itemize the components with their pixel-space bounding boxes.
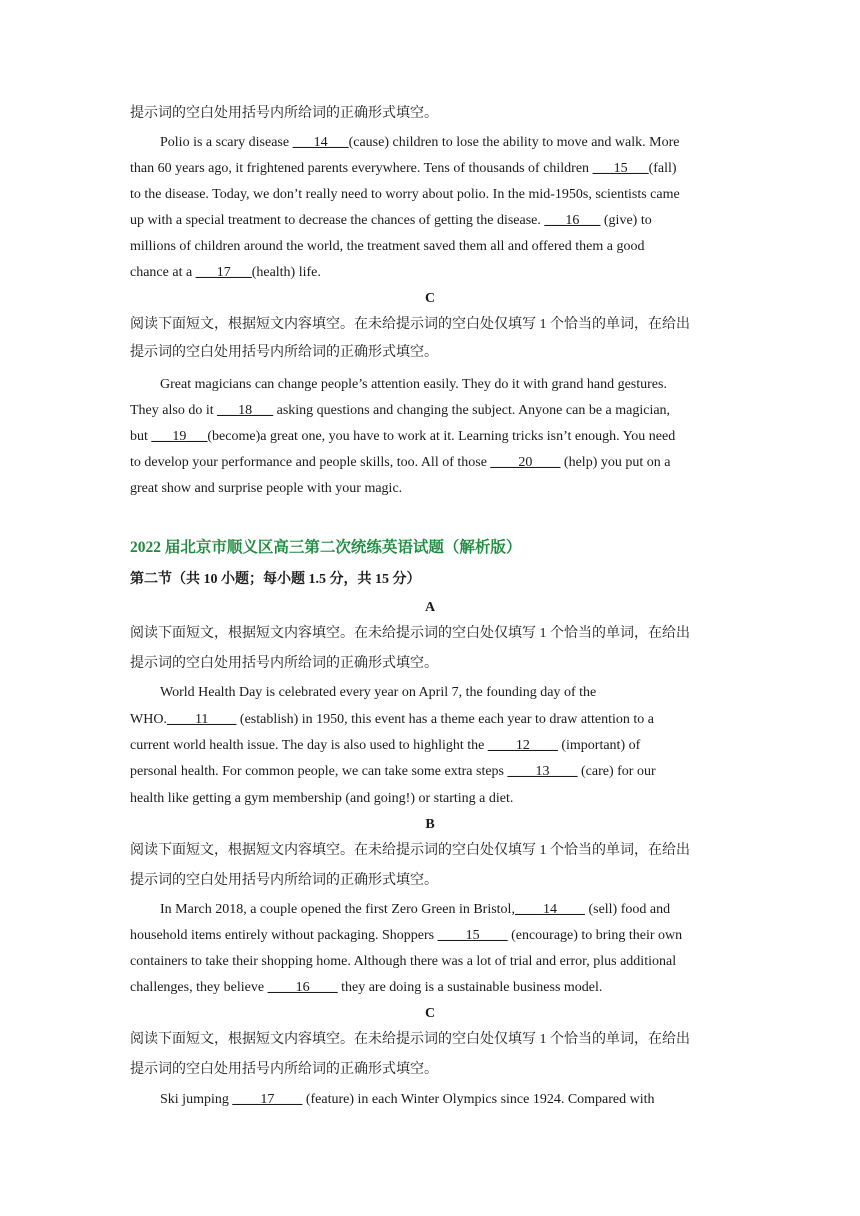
blank-13: ____13____ xyxy=(507,764,578,779)
blank-14: ___14___ xyxy=(292,135,349,150)
paragraph-line: millions of children around the world, the treatment saved them all and offered them a good xyxy=(130,239,645,254)
paragraph-line: Great magicians can change people’s attention easily. They do it with grand hand gestures. xyxy=(160,377,667,392)
blank-17b: ____17____ xyxy=(232,1092,303,1107)
instruction-text: 提示词的空白处用括号内所给词的正确形式填空。 xyxy=(130,106,438,121)
blank-19: ___19___ xyxy=(151,429,208,444)
blank-17: ___17___ xyxy=(195,265,252,280)
paragraph-line: to develop your performance and people skills, too. All of those ____20____ (help) you put on a xyxy=(130,455,671,470)
paragraph-line: containers to take their shopping home. Although there was a lot of trial and error, plus additional xyxy=(130,954,677,969)
paragraph-line: chance at a ___17___(health) life. xyxy=(130,265,321,280)
instruction-text: 阅读下面短文，根据短文内容填空。在未给提示词的空白处仅填写 1 个恰当的单词，在给出 xyxy=(130,1032,690,1047)
paragraph-line: Ski jumping ____17____ (feature) in each Winter Olympics since 1924. Compared with xyxy=(160,1092,655,1107)
paragraph-line: They also do it ___18___ asking questions and changing the subject. Anyone can be a magician, xyxy=(130,403,671,418)
instruction-text: 提示词的空白处用括号内所给词的正确形式填空。 xyxy=(130,873,438,888)
blank-14b: ____14____ xyxy=(514,902,585,917)
paragraph-line: than 60 years ago, it frightened parents everywhere. Tens of thousands of children ___15___(fall) xyxy=(130,161,677,176)
blank-15: ___15___ xyxy=(592,161,649,176)
section-heading: B xyxy=(425,817,435,832)
blank-11: ____11____ xyxy=(166,712,237,727)
paragraph-line: household items entirely without packaging. Shoppers ____15____ (encourage) to bring their own xyxy=(130,928,683,943)
instruction-text: 阅读下面短文，根据短文内容填空。在未给提示词的空白处仅填写 1 个恰当的单词，在给出 xyxy=(130,843,690,858)
instruction-text: 提示词的空白处用括号内所给词的正确形式填空。 xyxy=(130,1062,438,1077)
paragraph-line: but ___19___(become)a great one, you have to work at it. Learning tricks isn’t enough. You need xyxy=(130,429,676,444)
paragraph-line: great show and surprise people with your magic. xyxy=(130,481,403,496)
section-heading: C xyxy=(424,291,436,306)
blank-16: ___16___ xyxy=(544,213,601,228)
section-heading: A xyxy=(424,600,436,615)
paragraph-line: current world health issue. The day is also used to highlight the ____12____ (important) of xyxy=(130,738,641,753)
section-subtitle: 第二节（共 10 小题；每小题 1.5 分，共 15 分） xyxy=(130,572,421,587)
paragraph-line: to the disease. Today, we don’t really need to worry about polio. In the mid-1950s, scientists came xyxy=(130,187,680,202)
paragraph-line: WHO.____11____ (establish) in 1950, this event has a theme each year to draw attention to a xyxy=(130,712,654,727)
paragraph-line: World Health Day is celebrated every year on April 7, the founding day of the xyxy=(160,685,597,700)
section-heading: C xyxy=(424,1006,436,1021)
paragraph-line: challenges, they believe ____16____ they are doing is a sustainable business model. xyxy=(130,980,603,995)
blank-16b: ____16____ xyxy=(267,980,338,995)
paragraph-line: Polio is a scary disease ___14___(cause) children to lose the ability to move and walk. More xyxy=(160,135,680,150)
blank-20: ____20____ xyxy=(490,455,561,470)
paragraph-line: up with a special treatment to decrease the chances of getting the disease. ___16___ (give) to xyxy=(130,213,652,228)
instruction-text: 阅读下面短文，根据短文内容填空。在未给提示词的空白处仅填写 1 个恰当的单词，在给出 xyxy=(130,317,690,332)
instruction-text: 阅读下面短文，根据短文内容填空。在未给提示词的空白处仅填写 1 个恰当的单词，在给出 xyxy=(130,626,690,641)
paragraph-line: In March 2018, a couple opened the first Zero Green in Bristol,____14____ (sell) food and xyxy=(160,902,671,917)
blank-18: ___18___ xyxy=(217,403,274,418)
exam-title: 2022 届北京市顺义区高三第二次统练英语试题（解析版） xyxy=(130,539,522,556)
paragraph-line: health like getting a gym membership (and going!) or starting a diet. xyxy=(130,791,514,806)
paragraph-line: personal health. For common people, we can take some extra steps ____13____ (care) for our xyxy=(130,764,656,779)
blank-12: ____12____ xyxy=(487,738,558,753)
blank-15b: ____15____ xyxy=(437,928,508,943)
instruction-text: 提示词的空白处用括号内所给词的正确形式填空。 xyxy=(130,345,438,360)
instruction-text: 提示词的空白处用括号内所给词的正确形式填空。 xyxy=(130,656,438,671)
